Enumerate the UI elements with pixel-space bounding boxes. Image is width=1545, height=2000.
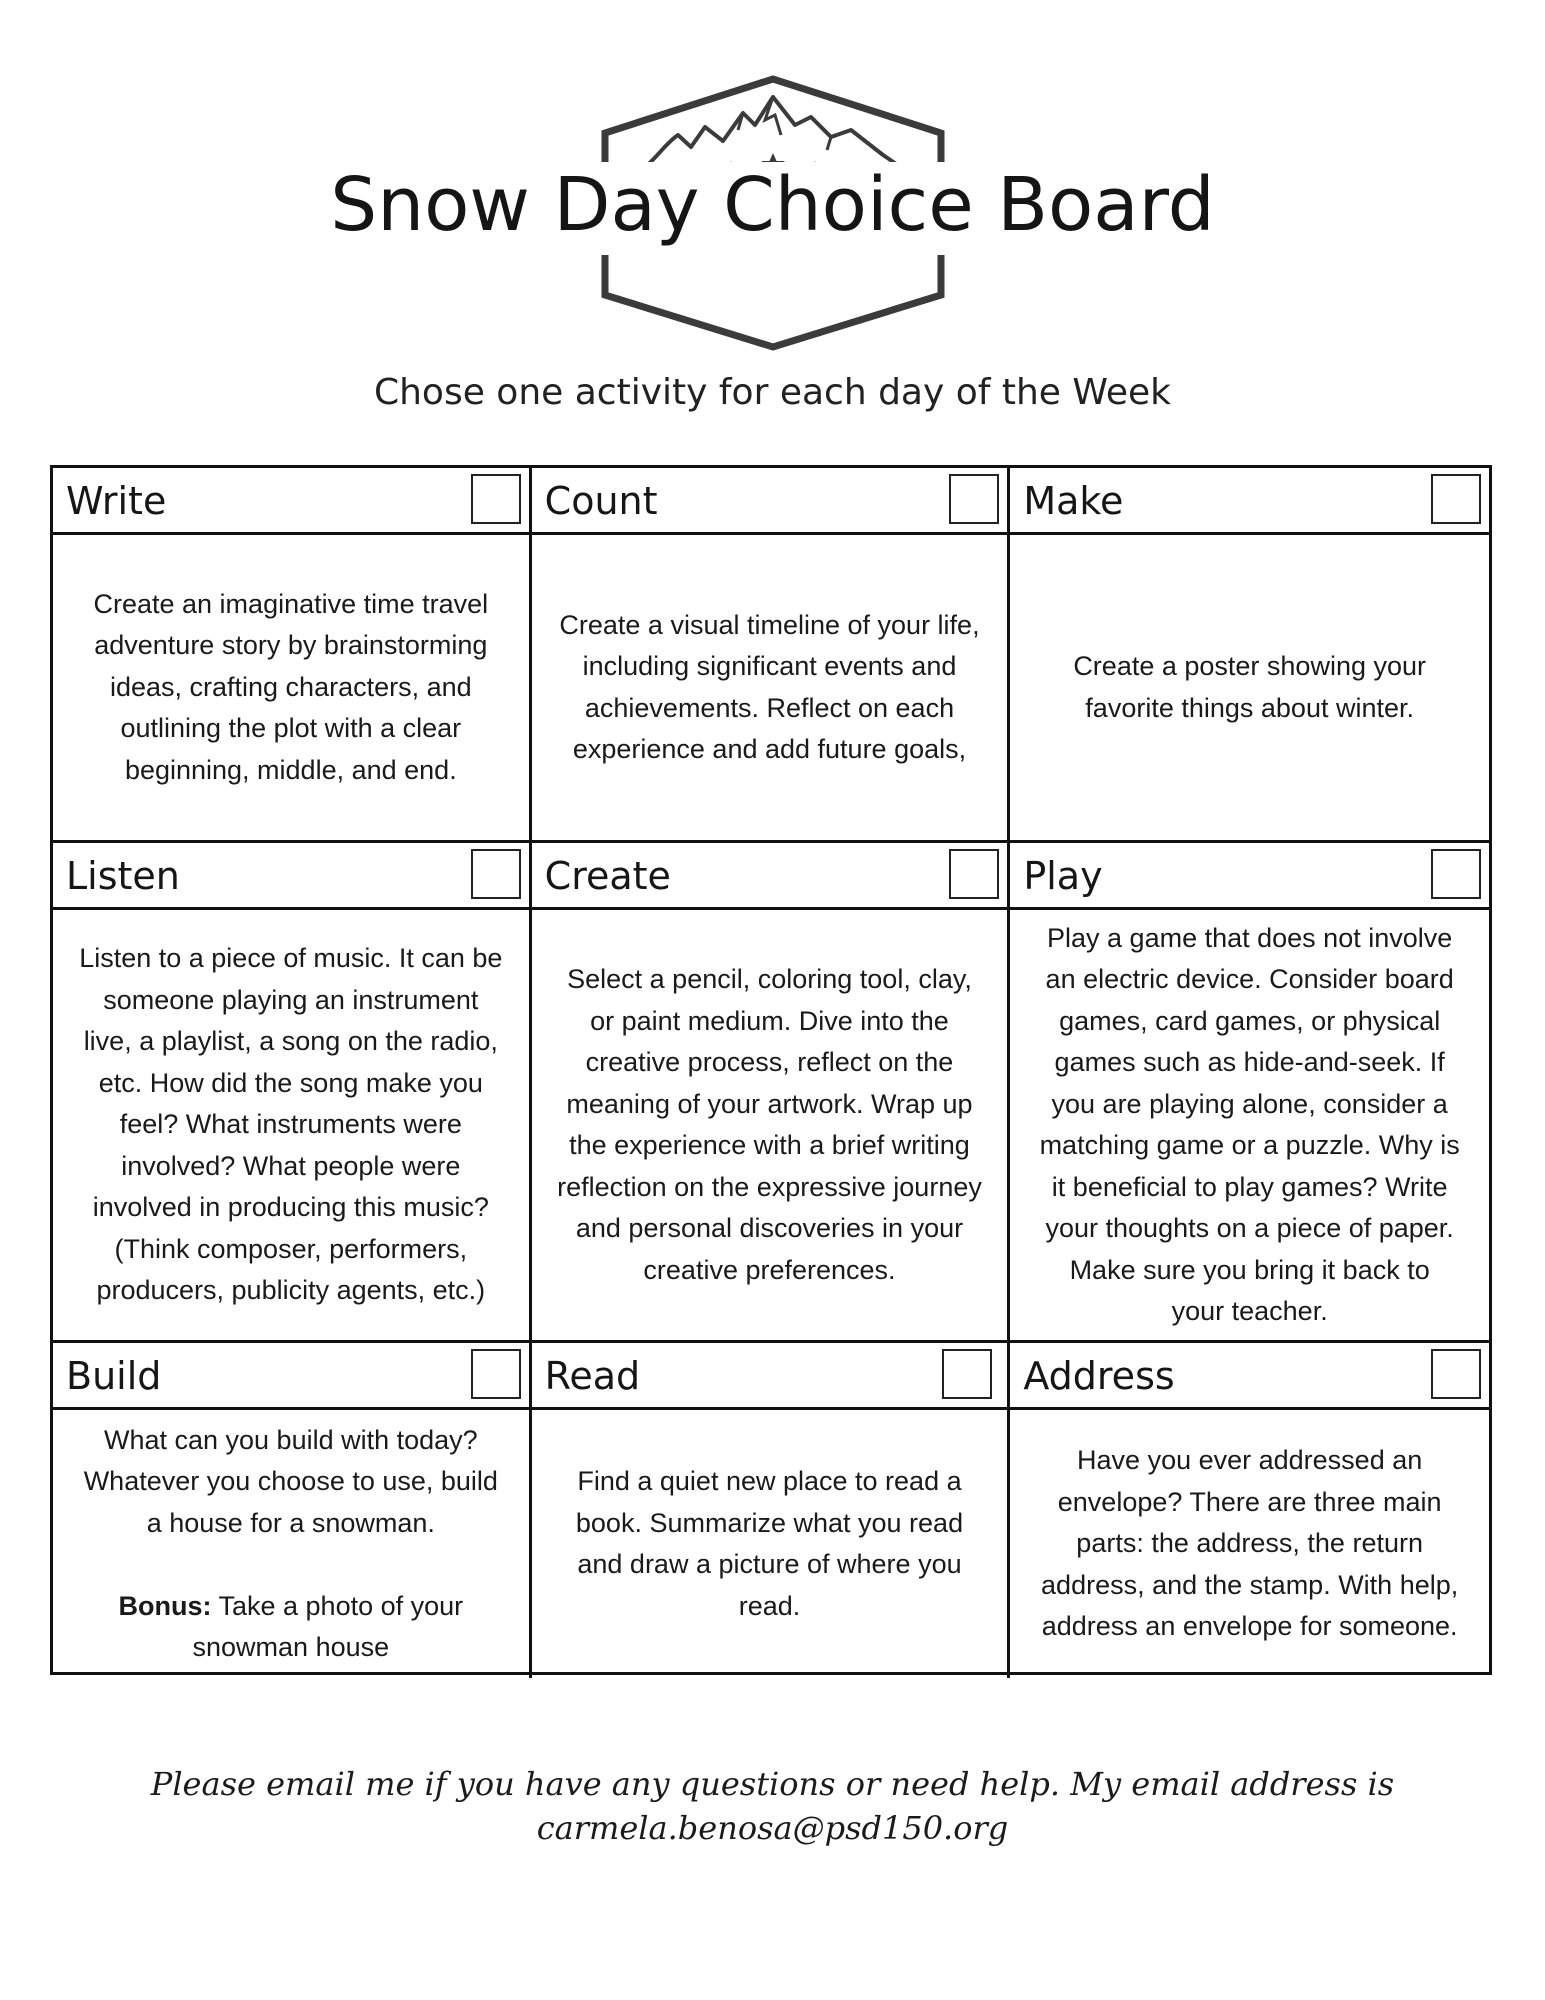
footer-line-1: Please email me if you have any questions or need help. My email address is [150, 1765, 1395, 1803]
footer-email[interactable]: carmela.benosa@psd150.org [536, 1809, 1009, 1847]
activity-text: Have you ever addressed an envelope? There are three main parts: the address, the return address, and the stamp. With help, address an envelope for someone. [1041, 1445, 1459, 1642]
activity-make [1010, 535, 1489, 843]
header-build [53, 1343, 532, 1410]
activity-text: Play a game that does not involve an electric device. Consider board games, card games, or physical games such as hide-and-seek. If you are playing alone, consider a matching game or a puzzle. Why is it beneficial to play games? Write your thoughts on a piece of paper. Make sure you bring it back to your teacher. [1039, 922, 1460, 1326]
header-listen [53, 843, 532, 910]
activity-label: Count [544, 479, 658, 523]
header-create [532, 843, 1011, 910]
checkbox-create[interactable] [949, 849, 999, 899]
bonus-label: Bonus: [118, 1590, 212, 1621]
activity-label: Make [1023, 479, 1124, 523]
header-read [532, 1343, 1011, 1410]
checkbox-play[interactable] [1431, 849, 1481, 899]
activity-build [53, 1410, 532, 1678]
activity-text: Create a poster showing your favorite things about winter. [1073, 651, 1426, 723]
activity-text: Select a pencil, coloring tool, clay, or paint medium. Dive into the creative process, reflect on the meaning of your artwork. Wrap up the experience with a brief writing reflection on the expressive journey and personal discoveries in your creative preferences. [557, 964, 982, 1285]
activity-text: Create a visual timeline of your life, including significant events and achievements. Reflect on each experience and add future goals, [559, 609, 980, 764]
activity-label: Build [66, 1354, 162, 1398]
page-title: Snow Day Choice Board [0, 168, 1545, 242]
activity-label: Read [544, 1354, 641, 1398]
activity-create [532, 910, 1011, 1343]
activity-text: Find a quiet new place to read a book. Summarize what you read and draw a picture of where you read. [575, 1466, 964, 1621]
activity-read [532, 1410, 1011, 1678]
checkbox-build[interactable] [471, 1349, 521, 1399]
header-address [1010, 1343, 1489, 1410]
header-count [532, 468, 1011, 535]
activity-text [84, 1420, 498, 1669]
bonus-text: Take a photo of your snowman house [192, 1590, 464, 1662]
choice-board [50, 465, 1492, 1675]
activity-label: Play [1023, 854, 1103, 898]
activity-text-main: What can you build with today? Whatever you choose to use, build a house for a snowman. [83, 1424, 498, 1538]
checkbox-read[interactable] [942, 1349, 992, 1399]
activity-text: Create an imaginative time travel adventure story by brainstorming ideas, crafting characters, and outlining the plot with a clear beginning, middle, and end. [93, 588, 489, 785]
activity-label: Listen [66, 854, 180, 898]
activity-play [1010, 910, 1489, 1343]
activity-count [532, 535, 1011, 843]
activity-label: Write [66, 479, 167, 523]
activity-label: Create [544, 854, 671, 898]
header-play [1010, 843, 1489, 910]
footer-note [0, 1762, 1545, 1850]
checkbox-write[interactable] [471, 474, 521, 524]
checkbox-listen[interactable] [471, 849, 521, 899]
activity-address [1010, 1410, 1489, 1678]
checkbox-address[interactable] [1431, 1349, 1481, 1399]
page-subtitle: Chose one activity for each day of the Week [373, 372, 1172, 413]
checkbox-make[interactable] [1431, 474, 1481, 524]
activity-label: Address [1023, 1354, 1175, 1398]
activity-text: Listen to a piece of music. It can be someone playing an instrument live, a playlist, a song on the radio, etc. How did the song make you feel? What instruments were involved? What people were involved in producing this music? (Think composer, performers, producers, publicity agents, etc.) [79, 943, 503, 1306]
activity-write [53, 535, 532, 843]
header-make [1010, 468, 1489, 535]
activity-listen [53, 910, 532, 1343]
checkbox-count[interactable] [949, 474, 999, 524]
header-write [53, 468, 532, 535]
